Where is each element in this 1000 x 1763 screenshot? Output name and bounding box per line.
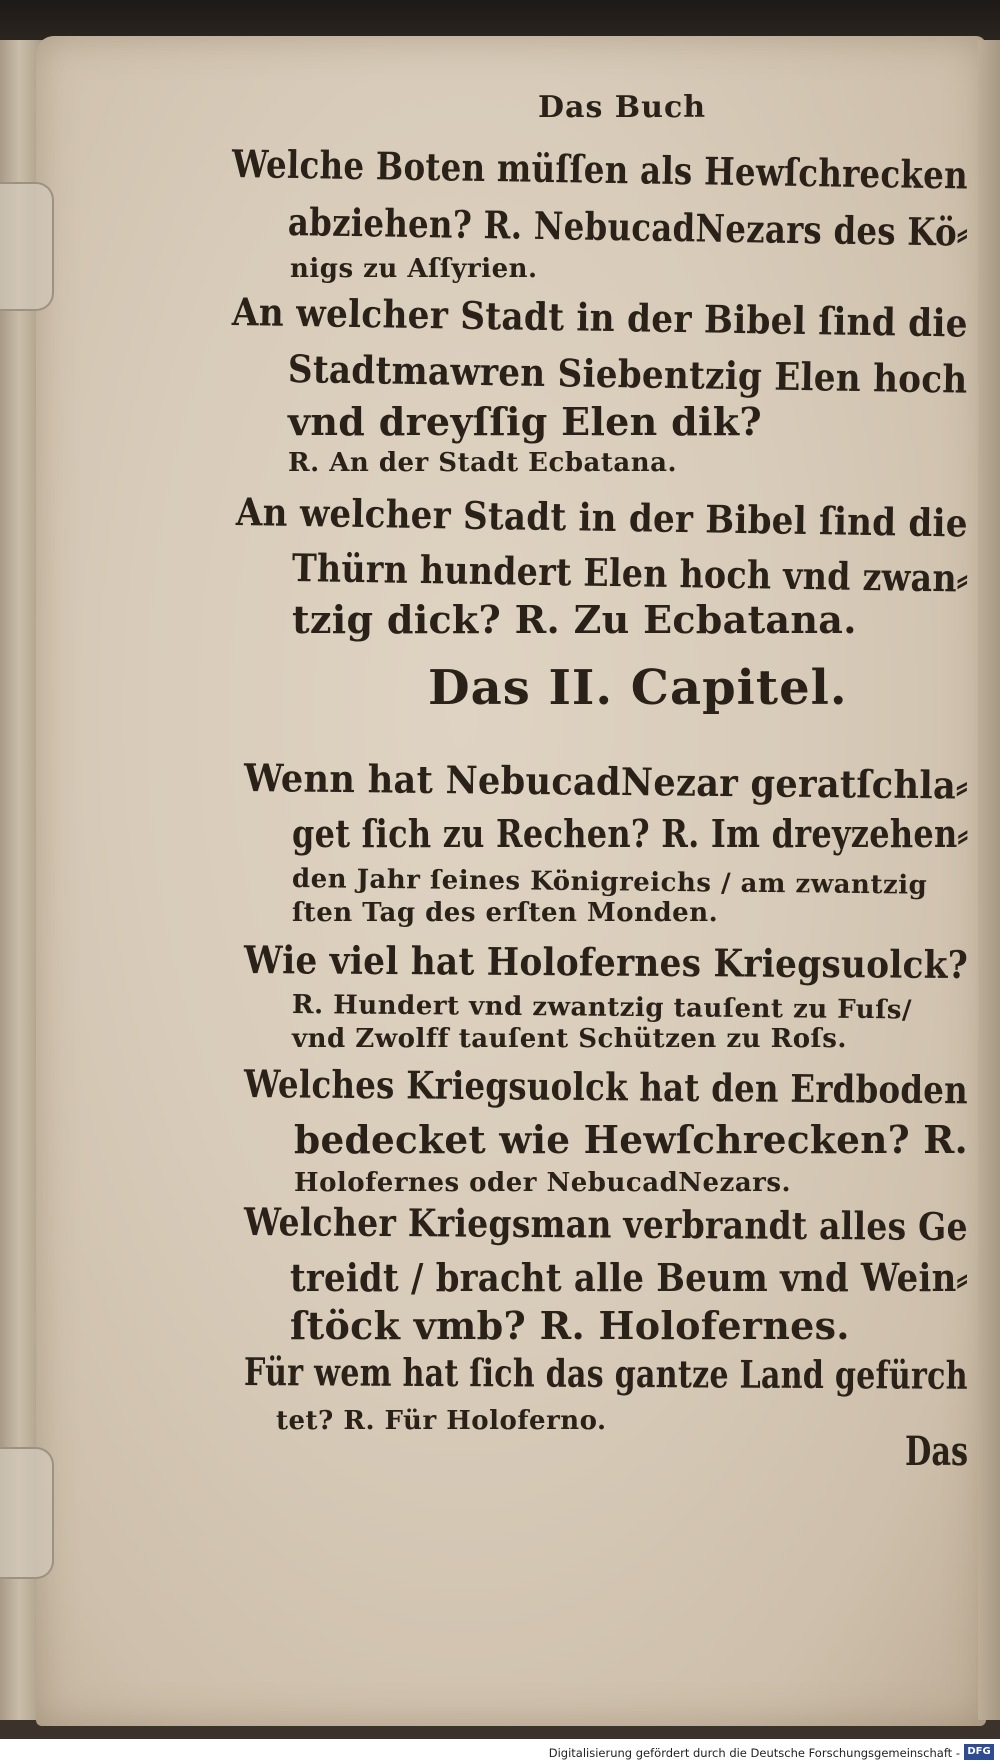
text-line: tet? R. Für Holoferno. [276, 1406, 607, 1436]
text-line: ſtöck vmb? R. Holofernes. [290, 1303, 850, 1348]
footer-bar [0, 1739, 1000, 1763]
footer-credit: Digitalisierung gefördert durch die Deutsche Forschungsgemeinschaft - [548, 1746, 960, 1760]
text-line: An welcher Stadt in der Bibel ſind die [231, 289, 969, 346]
text-line: Stadtmawren Siebentzig Elen hoch [287, 346, 968, 402]
text-line: nigs zu Aſſyrien. [290, 254, 538, 284]
text-line: Welcher Kriegsman verbrandt alles Ge [243, 1199, 968, 1250]
text-line: Wenn hat NebucadNezar geratſchla⸗ [243, 755, 969, 808]
text-line: Für wem hat ſich das gantze Land gefürch [243, 1349, 968, 1398]
text-line: get ſich zu Rechen? R. Im dreyzehen⸗ [292, 811, 969, 856]
text-line: Thürn hundert Elen hoch vnd zwan⸗ [291, 545, 969, 601]
text-line: Welche Boten müſſen als Hewſchrecken [231, 141, 969, 198]
text-line: ſten Tag des erſten Monden. [292, 898, 719, 928]
text-line: bedecket wie Hewſchrecken? R. [294, 1117, 968, 1162]
text-line: den Jahr ſeines Königreichs / am zwantzig [291, 864, 928, 901]
text-line: treidt / bracht alle Beum vnd Wein⸗ [290, 1255, 969, 1300]
text-line: tzig dick? R. Zu Ecbatana. [292, 597, 857, 642]
text-line: Holofernes oder NebucadNezars. [294, 1168, 792, 1198]
text-line: R. Hundert vnd zwantzig tauſent zu Fuſs/ [291, 990, 913, 1026]
running-head: Das Buch [538, 90, 707, 125]
text-line: An welcher Stadt in der Bibel ſind die [235, 489, 969, 546]
text-line: R. An der Stadt Ecbatana. [288, 448, 678, 478]
text-line: Welches Kriegsuolck hat den Erdboden [243, 1061, 969, 1113]
text-line: vnd dreyſſig Elen dik? [288, 399, 762, 444]
text-line: vnd Zwolff tauſent Schützen zu Roſs. [292, 1024, 847, 1054]
chapter-title: Das II. Capitel. [428, 660, 848, 716]
text-line: Wie viel hat Holofernes Kriegsuolck? [243, 937, 969, 988]
dfg-logo: DFG [964, 1744, 994, 1760]
text-line: abziehen? R. NebucadNezars des Kö⸗ [287, 199, 969, 255]
catchword: Das [905, 1428, 969, 1475]
